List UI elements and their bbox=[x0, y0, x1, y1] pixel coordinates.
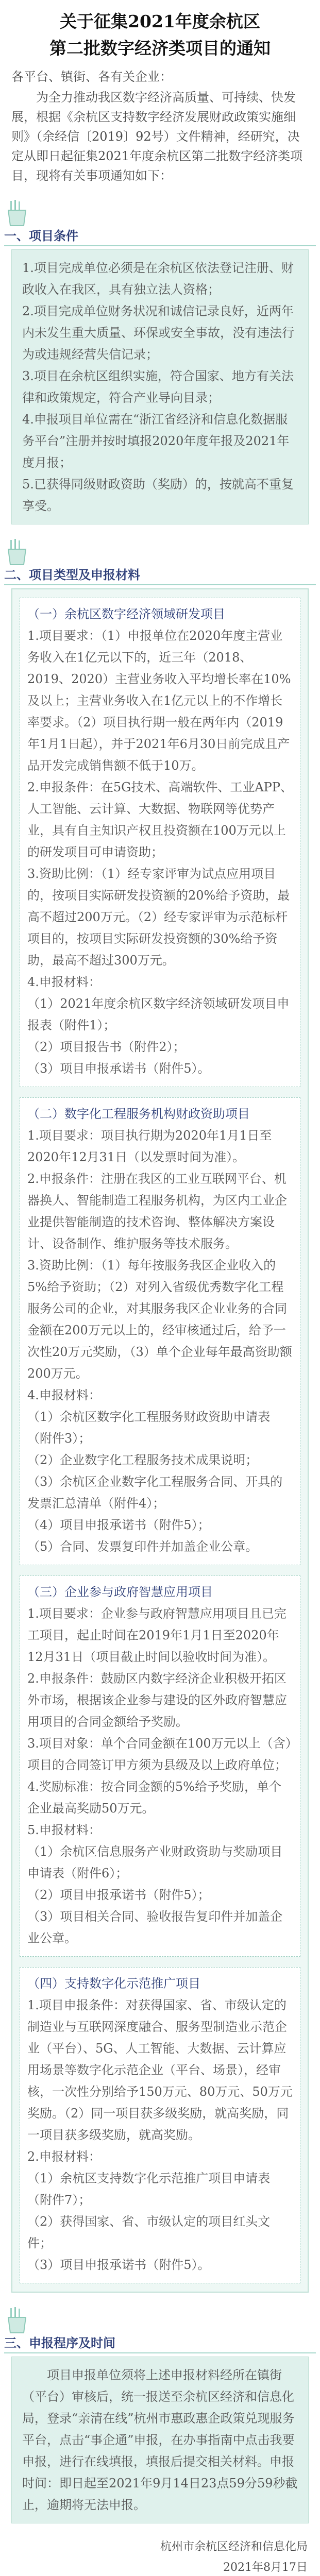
section-divider-2 bbox=[4, 584, 316, 585]
condition-item: 2.项目完成单位财务状况和诚信记录良好，近两年内未发生重大质量、环保或安全事故，没有违法行为或违规经营失信记录； bbox=[22, 304, 294, 362]
project-block-text: 3.资助比例：（1）每年按服务我区企业收入的5%给予资助；（2）对列入省级优秀数字化工程服务公司的企业，对其服务我区企业业务的合同金额在200万元以上的，经审核通过后，给予一次性20万元奖励，（3）单个企业每年最高资助额200万元。 bbox=[27, 1258, 292, 1381]
project-block-text: （3）余杭区企业数字化工程服务合同、开具的发票汇总清单（附件4）； bbox=[27, 1475, 283, 1511]
project-block-title: （三）企业参与政府智慧应用项目 bbox=[27, 1585, 213, 1599]
intro bbox=[0, 62, 320, 185]
project-block-text: 5.申报材料： bbox=[27, 1823, 101, 1837]
project-block-text: （1）2021年度余杭区数字经济领域研发项目申报表（附件1）； bbox=[27, 996, 290, 1032]
project-block-text: （2）企业数字化工程服务技术成果说明； bbox=[27, 1453, 258, 1467]
project-block-text: （2）项目报告书（附件2）； bbox=[27, 1040, 186, 1054]
section-header-2 bbox=[0, 538, 320, 588]
project-block-text: 1.项目要求：企业参与政府智慧应用项目且已完工项目，起止时间在2019年1月1日至2020年12月31日（项目截止时间以验收时间为准）。 bbox=[27, 1606, 287, 1664]
project-block-text: （1）余杭区信息服务产业财政资助与奖励项目申请表（附件6）； bbox=[27, 1844, 283, 1880]
title-line-2: 第二批数字经济类项目的通知 bbox=[49, 38, 271, 58]
project-block-title: （二）数字化工程服务机构财政资助项目 bbox=[27, 1107, 250, 1121]
project-block-4 bbox=[20, 1967, 300, 2283]
signature-block bbox=[0, 2523, 320, 2576]
project-block-text: （2）项目申报承诺书（附件5）； bbox=[27, 1888, 210, 1902]
project-block-title: （四）支持数字化示范推广项目 bbox=[27, 1976, 200, 1991]
project-block-text: 1.项目要求：项目执行期为2020年1月1日至2020年12月31日（以发票时间为准）。 bbox=[27, 1128, 272, 1164]
project-block-text: （3）项目相关合同、验收报告复印件并加盖企业公章。 bbox=[27, 1909, 283, 1945]
project-types-panel bbox=[11, 588, 309, 2293]
procedure-card bbox=[11, 2357, 309, 2523]
project-block-text: 1.项目申报条件：对获得国家、省、市级认定的制造业与互联网深度融合、服务型制造业示范企业（平台）、5G、人工智能、大数据、云计算应用场景等数字化示范企业（平台、场景），经审核，一次性分别给予150万元、80万元、50万元奖励。（2）同一项目获多级奖励，就高奖励，同一项目获多级奖励，就高奖励。 bbox=[27, 1998, 293, 2142]
pencil-cup-icon bbox=[5, 2306, 29, 2335]
section-header-3 bbox=[0, 2306, 320, 2357]
project-block-text: （1）余杭区支持数字化示范推广项目申请表（附件7）； bbox=[27, 2171, 271, 2207]
project-block-text: （5）合同、发票复印件并加盖企业公章。 bbox=[27, 1539, 258, 1554]
pencil-cup-icon bbox=[5, 199, 29, 228]
pencil-cup-icon bbox=[5, 538, 29, 567]
condition-item: 4.申报项目单位需在“浙江省经济和信息化数据服务平台”注册并按时填报2020年度年报及2021年度月报； bbox=[22, 412, 290, 470]
condition-item: 3.项目在余杭区组织实施，符合国家、地方有关法律和政策规定，符合产业导向目录； bbox=[22, 369, 294, 405]
intro-paragraph: 为全力推动我区数字经济高质量、可持续、快发展，根据《余杭区支持数字经济发展财政政策实施细则》（余经信〔2019〕92号）文件精神，经研究，决定从即日起征集2021年度余杭区第二批数字经济类项目，现将有关事项通知如下： bbox=[11, 90, 303, 183]
project-block-text: 2.申报材料： bbox=[27, 2149, 101, 2164]
project-block-text: 3.资助比例：（1）经专家评审为试点应用项目的，按项目实际研发投资额的20%给予资助，最高不超过200万元。（2）经专家评审为示范标杆项目的，按项目实际研发投资额的30%给予资助，最高不超过300万元。 bbox=[27, 867, 290, 968]
section-divider-3 bbox=[4, 2352, 316, 2353]
issuing-org: 杭州市余杭区经济和信息化局 bbox=[160, 2540, 308, 2553]
condition-item: 1.项目完成单位必须是在余杭区依法登记注册、财政收入在我区，具有独立法人资格； bbox=[22, 261, 294, 297]
project-block-text: 2.申报条件：在5G技术、高端软件、工业APP、人工智能、云计算、大数据、物联网等优势产业，具有自主知识产权且投资额在100万元以上的研发项目可申请资助； bbox=[27, 780, 293, 859]
section-title-1: 一、项目条件 bbox=[4, 228, 78, 243]
project-block-text: （4）项目申报承诺书（附件5）； bbox=[27, 1518, 210, 1532]
project-block-text: 3.项目对象：单个合同金额在100万元以上（含）项目的合同签订甲方须为县级及以上政府单位； bbox=[27, 1736, 292, 1772]
section-divider-1 bbox=[4, 245, 316, 246]
project-block-text: 4.申报材料： bbox=[27, 975, 101, 989]
project-block-text: （3）项目申报承诺书（附件5）。 bbox=[27, 2258, 210, 2272]
section-title-3: 三、申报程序及时间 bbox=[4, 2335, 115, 2350]
project-block-text: （1）余杭区数字化工程服务财政资助申请表（附件3）； bbox=[27, 1410, 271, 1446]
project-block-text: 1.项目要求：（1）申报单位在2020年度主营业务收入在1亿元以下的，近三年（2018、2019、2020）主营业务收入平均增长率在10%及以上；主营业务收入在1亿元以上的不作增长率要求。（2）项目执行期一般在两年内（2019年1月1日起），并于2021年6月30日前完成且产品开发完成销售额不低于10万。 bbox=[27, 629, 291, 773]
greeting: 各平台、镇街、各有关企业： bbox=[11, 70, 172, 84]
project-block-title: （一）余杭区数字经济领域研发项目 bbox=[27, 607, 225, 621]
project-block-text: 4.奖励标准：按合同金额的5%给予奖励，单个企业最高奖励50万元。 bbox=[27, 1780, 281, 1816]
project-block-text: 2.申报条件：鼓励区内数字经济企业积极开拓区外市场，根据该企业参与建设的区外政府智慧应用项目的合同金额给予奖励。 bbox=[27, 1671, 287, 1729]
condition-item: 5.已获得同级财政资助（奖励）的，按就高不重复享受。 bbox=[22, 477, 294, 513]
project-block-1 bbox=[20, 598, 300, 1087]
project-block-text: （3）项目申报承诺书（附件5）。 bbox=[27, 1061, 210, 1076]
title-line-1: 关于征集2021年度余杭区 bbox=[60, 11, 260, 31]
section-title-2: 二、项目类型及申报材料 bbox=[4, 567, 140, 582]
project-block-3 bbox=[20, 1575, 300, 1957]
conditions-card bbox=[11, 249, 309, 524]
project-block-text: 2.申报条件：注册在我区的工业互联网平台、机器换人、智能制造工程服务机构，为区内工业企业提供智能制造的技术咨询、整体解决方案设计、设备制作、维护服务等技术服务。 bbox=[27, 1172, 287, 1251]
project-block-text: 4.申报材料： bbox=[27, 1388, 101, 1402]
project-block-text: （2）获得国家、省、市级认定的项目红头文件； bbox=[27, 2214, 271, 2250]
procedure-text: 项目申报单位须将上述申报材料经所在镇街（平台）审核后，统一报送至余杭区经济和信息化局，登录“亲清在线”杭州市惠政惠企政策兑现服务平台，点击“事企通”申报，在办事指南中点击我要申报，进行在线填报，填报后提交相关材料。申报时间：即日起至2021年9月14日23点59分59秒截止，逾期将无法申报。 bbox=[22, 2368, 298, 2512]
project-block-2 bbox=[20, 1097, 300, 1565]
page-title bbox=[0, 0, 320, 62]
section-header-1 bbox=[0, 199, 320, 249]
issue-date: 2021年8月17日 bbox=[223, 2561, 308, 2574]
